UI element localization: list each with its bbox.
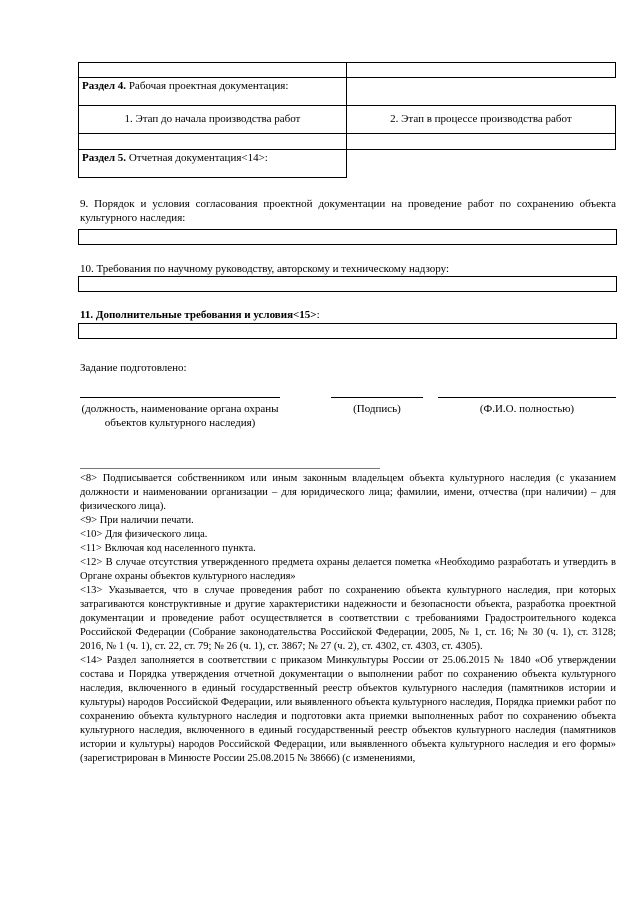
signature-line xyxy=(331,397,423,398)
stage2-cell xyxy=(346,106,615,134)
stage1-cell xyxy=(79,106,347,134)
item11-label: 11. Дополнительные требования и условия<15> xyxy=(80,309,317,321)
signature-caption: (Подпись) xyxy=(353,403,401,415)
item9-field[interactable] xyxy=(78,229,617,245)
footnote-14: <14> Раздел заполняется в соответствии с приказом Минкультуры России от 25.06.2015 № 1840 «Об утверждении состава и Порядка утверждения отчетной документации о выполнении работ по сохранению объекта культурного наследия, включенного в единый государственный реестр объектов культурного наследия (памятников истории и культуры) народов Российской Федерации, или выявленного объекта культурного наследия, Порядка приемки работ по сохранению объекта культурного наследия и подготовки акта приемки выполненных работ по сохранению объекта культурного наследия, включенного в единый государственный реестр объектов культурного наследия (памятников истории и культуры) народов Российской Федерации, или выявленного объекта культурного наследия и его формы» (зарегистрирован в Минюсте России 25.08.2015 № 38666) (с изменениями, xyxy=(80,655,616,764)
section5-title: Отчетная документация<14>: xyxy=(126,152,268,164)
section4-cell xyxy=(79,78,347,106)
item11-text xyxy=(80,308,616,322)
section4-blank xyxy=(346,78,615,106)
footnote-11: <11> Включая код населенного пункта. xyxy=(80,543,256,554)
position-caption: (должность, наименование органа охраны объектов культурного наследия) xyxy=(81,403,279,429)
table-row-empty-left xyxy=(79,63,347,78)
item11-suffix: : xyxy=(316,309,320,321)
item9-text: 9. Порядок и условия согласования проектной документации на проведение работ по сохранению объекта культурного наследия: xyxy=(80,198,616,224)
item10-field[interactable] xyxy=(78,276,617,292)
footnote-12: <12> В случае отсутствия утвержденного предмета охраны делается пометка «Необходимо разработать и утвердить в Органе охраны объектов культурного наследия» xyxy=(80,557,616,582)
section5-label: Раздел 5. xyxy=(82,152,127,164)
name-line xyxy=(438,397,616,398)
footnote-separator xyxy=(80,468,380,469)
section5-cell xyxy=(79,150,347,178)
name-caption: (Ф.И.О. полностью) xyxy=(479,403,575,415)
item10-text: 10. Требования по научному руководству, авторскому и техническому надзору: xyxy=(80,263,449,275)
section4-label: Раздел 4. xyxy=(82,80,127,92)
stage1-value-cell xyxy=(79,134,347,150)
stage1-label: 1. Этап до начала производства работ xyxy=(124,113,301,125)
stage2-value-cell xyxy=(346,134,615,150)
position-line xyxy=(80,397,280,398)
section5-blank xyxy=(346,150,615,178)
item11-field[interactable] xyxy=(78,323,617,339)
footnote-13: <13> Указывается, что в случае проведения работ по сохранению объекта культурного наследия, при которых затрагиваются конструктивные и другие характеристики надежности и безопасности объекта, разработка проектной документации и проведение работ осуществляется в соответствии с требованиями Градостроительного кодекса Российской Федерации (Собрание законодательства Российской Федерации, 2005, № 1, ст. 16; № 30 (ч. 1), ст. 3128; 2016, № 1 (ч. 1), ст. 22, ст. 79; № 26 (ч. 1), ст. 3867; № 27 (ч. 2), ст. 4302, ст. 4303, ст. 4305). xyxy=(80,585,616,652)
stage2-label: 2. Этап в процессе производства работ xyxy=(390,113,572,125)
footnotes xyxy=(80,472,616,766)
table-row-empty-right xyxy=(346,63,615,78)
documentation-table xyxy=(78,62,616,178)
section4-title: Рабочая проектная документация: xyxy=(126,80,289,92)
footnote-10: <10> Для физического лица. xyxy=(80,529,208,540)
footnote-9: <9> При наличии печати. xyxy=(80,515,194,526)
prepared-label: Задание подготовлено: xyxy=(80,362,187,374)
footnote-8: <8> Подписывается собственником или иным законным владельцем объекта культурного наследия (с указанием должности и наименовании организации – для юридического лица; фамилии, имени, отчества (при наличии) – для физического лица). xyxy=(80,473,616,512)
